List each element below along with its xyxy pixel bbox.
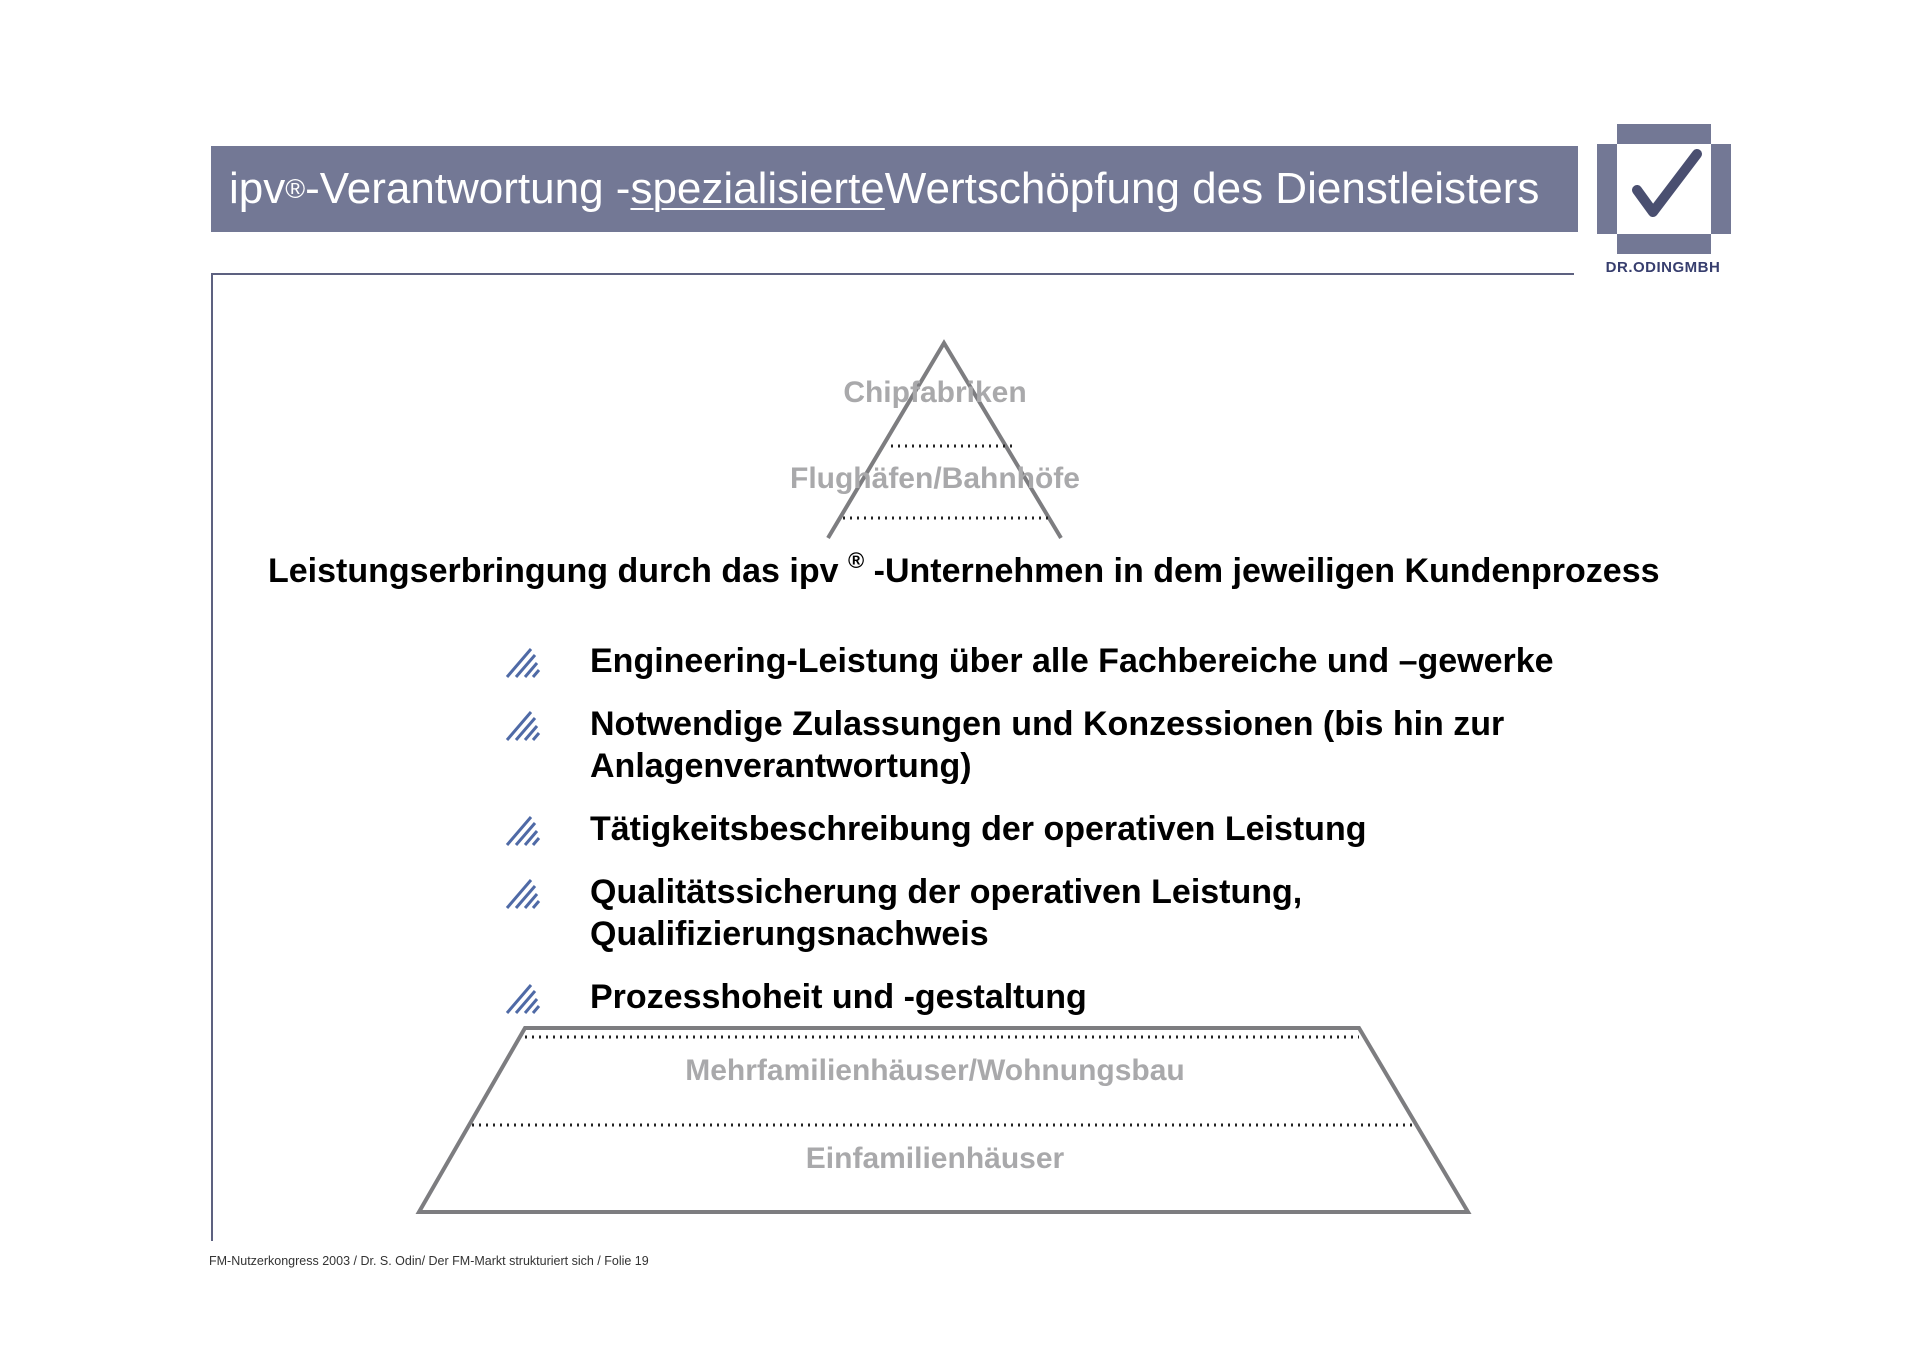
title-text: ipv bbox=[229, 164, 286, 213]
hatched-triangle-icon bbox=[505, 647, 541, 679]
list-item-text: Tätigkeitsbeschreibung der operativen Leistung bbox=[590, 810, 1367, 848]
slide-footer: FM-Nutzerkongress 2003 / Dr. S. Odin/ Der FM-Markt strukturiert sich / Folie 19 bbox=[209, 1254, 649, 1268]
tier-label-flughaefen: Flughäfen/Bahnhöfe bbox=[790, 462, 1080, 495]
lead-text-end: -Unternehmen in dem jeweiligen Kundenprozess bbox=[864, 552, 1660, 590]
logo-text: DR.ODINGMBH bbox=[1605, 259, 1721, 276]
title-underlined-word: spezialisierte bbox=[630, 164, 885, 213]
hatched-triangle-icon bbox=[505, 983, 541, 1015]
tier-label-chipfabriken: Chipfabriken bbox=[843, 376, 1027, 409]
tier-label-mehrfamilienhaeuser: Mehrfamilienhäuser/Wohnungsbau bbox=[685, 1054, 1185, 1087]
lead-heading bbox=[268, 548, 1708, 591]
hatched-triangle-icon bbox=[505, 815, 541, 847]
tier-label-einfamilienhaeuser: Einfamilienhäuser bbox=[805, 1142, 1065, 1175]
list-item-text: Qualitätssicherung der operativen Leistung, Qualifizierungsnachweis bbox=[590, 873, 1303, 953]
lead-registered-mark: ® bbox=[847, 548, 865, 573]
title-registered-mark: ® bbox=[285, 173, 306, 204]
list-item-text: Notwendige Zulassungen und Konzessionen (bis hin zur Anlagenverantwortung) bbox=[590, 705, 1505, 785]
list-item-text: Engineering-Leistung über alle Fachbereiche und –gewerke bbox=[590, 642, 1554, 680]
lead-text: Leistungserbringung durch das ipv bbox=[268, 552, 848, 590]
title-text-end: Wertschöpfung des Dienstleisters bbox=[884, 164, 1540, 213]
pyramid-top-outline bbox=[828, 343, 1061, 538]
hatched-triangle-icon bbox=[505, 710, 541, 742]
list-item-text: Prozesshoheit und -gestaltung bbox=[590, 978, 1087, 1016]
hatched-triangle-icon bbox=[505, 878, 541, 910]
title-text-middle: -Verantwortung - bbox=[305, 164, 631, 213]
